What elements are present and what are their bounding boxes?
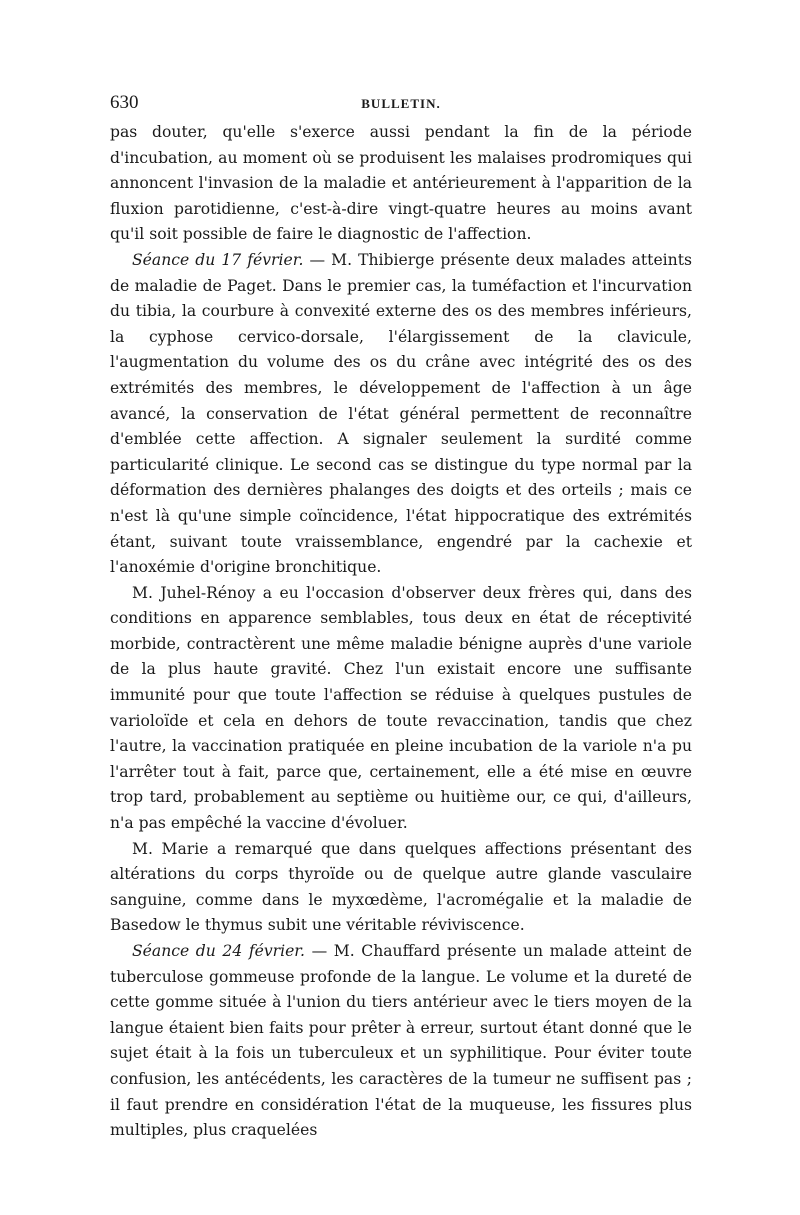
session-date: Séance du 24 février. (132, 942, 306, 960)
page-number: 630 (110, 92, 139, 113)
page-header (110, 92, 692, 118)
session-date: Séance du 17 février. (132, 250, 304, 269)
paragraph (110, 581, 692, 837)
paragraph-text: — M. Thibierge présente deux malades atteints de maladie de Paget. Dans le premier cas, la tuméfaction et l'incurvation du tibia, la courbure à convexité externe des os des membres inférieurs, la cyphose cervico-dorsale, l'élargissement de la clavicule, l'augmentation du volume des os du crâne avec intégrité des os des extrémités des membres, le développement de l'affection à un âge avancé, la conservation de l'état général permettent de reconnaître d'emblée cette affection. A signaler seulement la surdité comme particularité clinique. Le second cas se distingue du type normal par la déformation des dernières phalanges des doigts et des orteils ; mais ce n'est là qu'une simple coïncidence, l'état hippocratique des extrémités étant, suivant toute vraissemblance, engendré par la cachexie et l'anoxémie d'origine bronchitique. (110, 250, 692, 577)
paragraph-text: pas douter, qu'elle s'exerce aussi pendant la fin de la période d'incubation, au moment où se produisent les malaises prodromiques qui annoncent l'invasion de la maladie et antérieurement à l'apparition de la fluxion parotidienne, c'est-à-dire vingt-quatre heures au moins avant qu'il soit possible de faire le diagnostic de l'affection. (110, 123, 692, 244)
body-text (110, 120, 692, 1144)
paragraph (110, 120, 692, 248)
paragraph-text: — M. Chauffard présente un malade atteint de tuberculose gommeuse profonde de la langue. Le volume et la dureté de cette gomme située à l'union du tiers antérieur avec le tiers moyen de la langue étaient bien faits pour prêter à erreur, surtout étant donné que le sujet était à la fois un tuberculeux et un syphilitique. Pour éviter toute confusion, les antécédents, les caractères de la tumeur ne suffisent pas ; il faut prendre en considération l'état de la muqueuse, les fissures plus multiples, plus craquelées (110, 942, 692, 1140)
book-page (110, 92, 692, 1144)
running-title: BULLETIN. (361, 96, 441, 111)
paragraph-text: M. Juhel-Rénoy a eu l'occasion d'observer deux frères qui, dans des conditions en apparence semblables, tous deux en état de réceptivité morbide, contractèrent une même maladie bénigne auprès d'une variole de la plus haute gravité. Chez l'un existait encore une suffisante immunité pour que toute l'affection se réduise à quelques pustules de varioloïde et cela en dehors de toute revaccination, tandis que chez l'autre, la vaccination pratiquée en pleine incubation de la variole n'a pu l'arrêter tout à fait, parce que, certainement, elle a été mise en œuvre trop tard, probablement au septième ou huitième our, ce qui, d'ailleurs, n'a pas empêché la vaccine d'évoluer. (110, 583, 692, 833)
paragraph (110, 248, 692, 581)
paragraph (110, 939, 692, 1144)
paragraph-text: M. Marie a remarqué que dans quelques affections présentant des altérations du corps thyroïde ou de quelque autre glande vasculaire sanguine, comme dans le myxœdème, l'acromégalie et la maladie de Basedow le thymus subit une véritable réviviscence. (110, 839, 692, 935)
paragraph (110, 837, 692, 939)
